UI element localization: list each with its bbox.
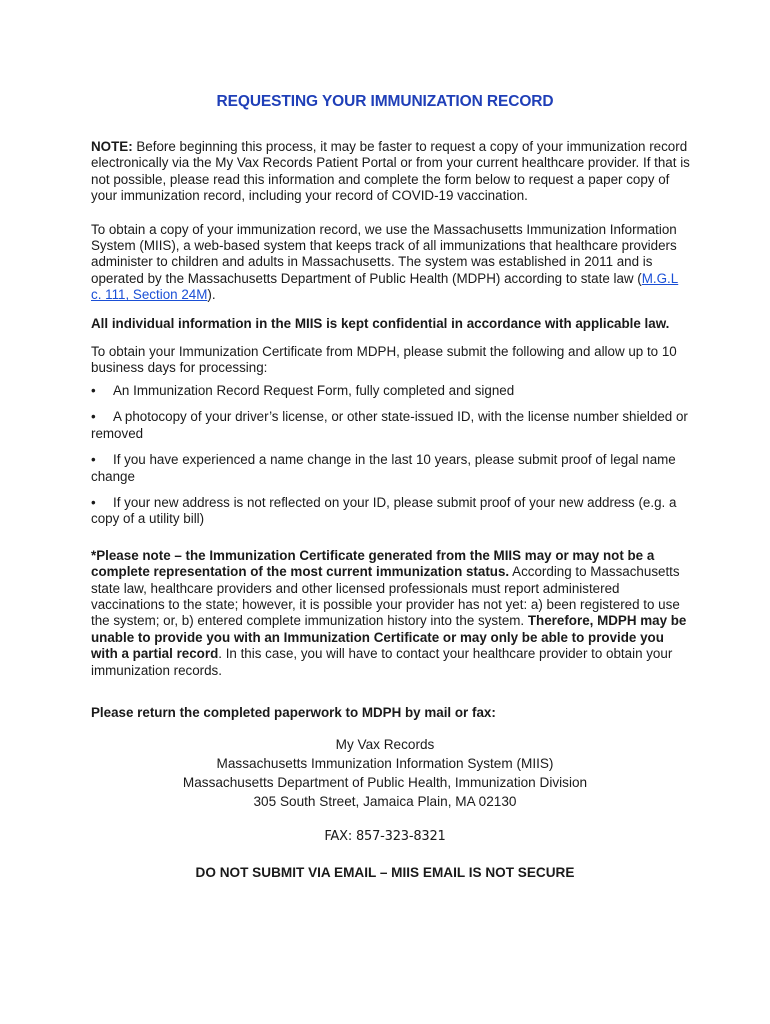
miis-paragraph [91, 222, 691, 304]
mailing-address [91, 735, 679, 811]
requirement-text: An Immunization Record Request Form, fully completed and signed [113, 382, 515, 398]
please-note-text-2: . In this case, you will have to contact your healthcare provider to obtain your immunization records. [91, 646, 673, 678]
bullet-icon: • [91, 494, 96, 510]
miis-text: To obtain a copy of your immunization record, we use the Massachusetts Immunization Information System (MIIS), a web-based system that keeps track of all immunizations that healthcare providers administer to children and adults in Massachusetts. The system was established in 2011 and is operated by the Massachusetts Department of Public Health (MDPH) according to state law ( [91, 221, 677, 286]
return-heading: Please return the completed paperwork to MDPH by mail or fax: [91, 704, 496, 720]
please-note-paragraph [91, 548, 691, 679]
page-title: REQUESTING YOUR IMMUNIZATION RECORD [216, 93, 554, 110]
please-note-text: According to Massachusetts state law, healthcare providers and other licensed professionals must report administered vaccinations to the state; however, it is possible your provider has not yet: a) been registered to use the system; or, b) entered complete immunization history into the system. [91, 564, 680, 629]
note-paragraph [91, 139, 691, 205]
bullet-icon: • [91, 452, 96, 468]
miis-text-end: ). [207, 287, 216, 303]
requirement-item [91, 452, 691, 485]
please-note-bold-2: Therefore, MDPH may be unable to provide you with an Immunization Certificate or may only be able to provide you with a partial record [91, 613, 687, 662]
requirement-text: If your new address is not reflected on your ID, please submit proof of your new address (e.g. a copy of a utility bill) [91, 494, 677, 527]
note-text: Before beginning this process, it may be faster to request a copy of your immunization record electronically via the My Vax Records Patient Portal or from your current healthcare provider. If that is not possible, please read this information and complete the form below to request a paper copy of your immunization record, including your record of COVID-19 vaccination. [91, 139, 690, 204]
state-law-link[interactable]: M.G.L c. 111, Section 24M [91, 270, 679, 303]
bullet-icon: • [91, 409, 96, 425]
requirement-text: If you have experienced a name change in the last 10 years, please submit proof of legal name change [91, 452, 676, 484]
requirement-item [91, 409, 691, 442]
fax-number: FAX: 857-323-8321 [324, 829, 446, 845]
document-body [91, 139, 691, 881]
email-warning: DO NOT SUBMIT VIA EMAIL – MIIS EMAIL IS NOT SECURE [195, 864, 575, 880]
please-note-bold: *Please note – the Immunization Certificate generated from the MIIS may or may not be a complete representation of the most current immunization status. [91, 547, 655, 580]
bullet-icon: • [91, 382, 96, 398]
requirement-item [91, 495, 691, 528]
address-line: My Vax Records [335, 737, 435, 753]
address-line: Massachusetts Immunization Information System (MIIS) [216, 756, 554, 772]
confidential-statement: All individual information in the MIIS is kept confidential in accordance with applicable law. [91, 315, 670, 331]
address-line: Massachusetts Department of Public Health, Immunization Division [182, 775, 588, 791]
requirement-text: A photocopy of your driver’s license, or other state-issued ID, with the license number shielded or removed [91, 409, 688, 441]
note-label: NOTE: [91, 139, 133, 154]
requirement-item [91, 383, 691, 399]
address-line: 305 South Street, Jamaica Plain, MA 02130 [253, 794, 517, 810]
obtain-intro: To obtain your Immunization Certificate from MDPH, please submit the following and allow up to 10 business days for processing: [91, 344, 677, 376]
